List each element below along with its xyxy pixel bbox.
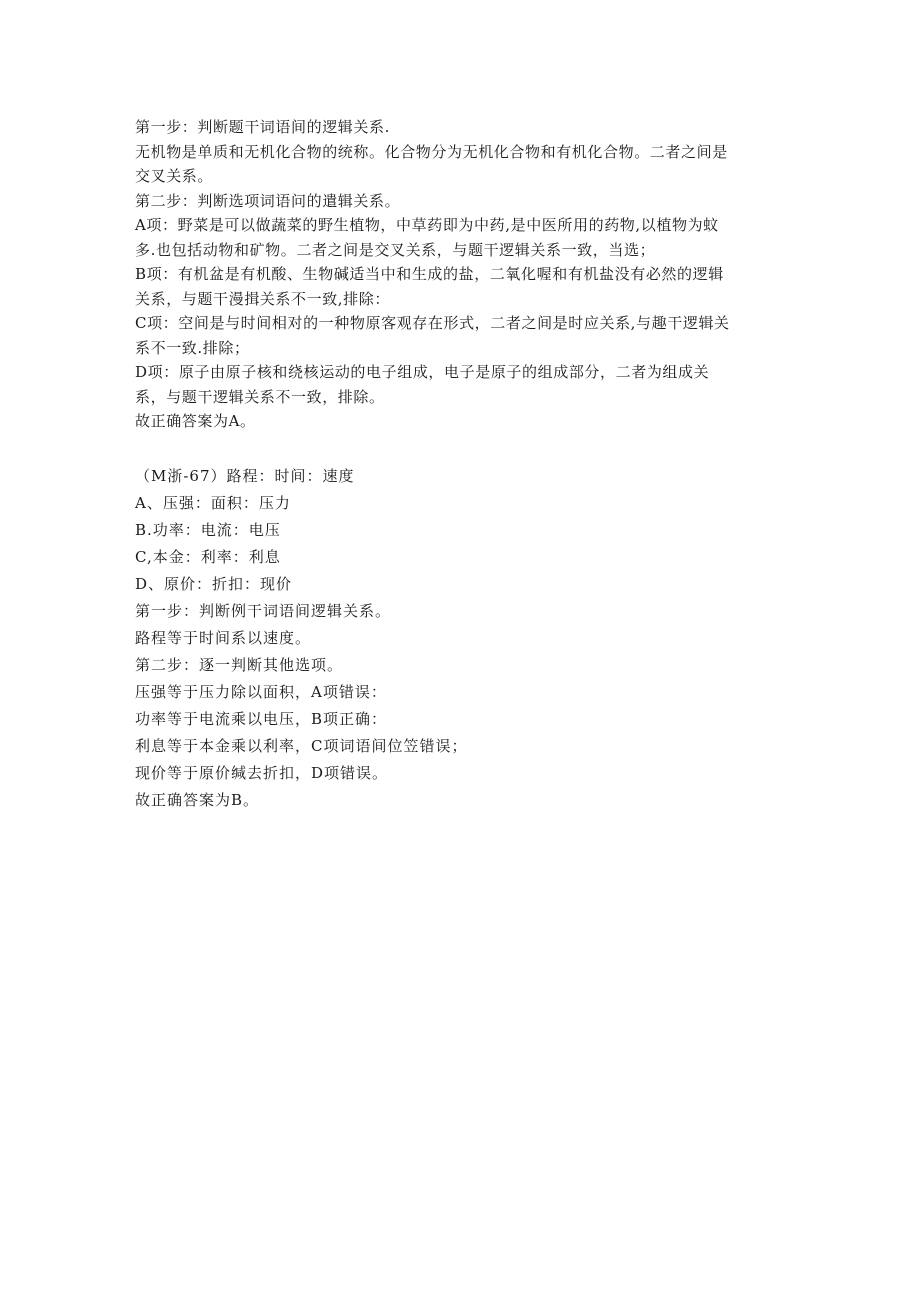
text-line: 第一步：判断题干词语间的逻辑关系.: [135, 118, 390, 136]
text-line: 多.也包括动物和矿物。二者之间是交叉关系，与题干逻辑关系一致，当选；: [135, 240, 656, 259]
text-line: 系不一致.排除；: [135, 338, 250, 357]
text-line: 功率等于电流乘以电压，B项正确：: [135, 710, 388, 728]
text-line: 第二步：判断选项词语问的遣辑关系。: [135, 191, 401, 210]
text-line: 压强等于压力除以面积，A项错误：: [135, 683, 387, 701]
option-a: A、压强：面积：压力: [135, 494, 291, 512]
text-line: A项：野菜是可以做蔬菜的野生植物，中草药即为中药,是中医所用的药物,以植物为蚊: [135, 216, 719, 234]
text-line: D项：原子由原子核和绕核运动的电子组成，电子是原子的组成部分，二者为组成关: [135, 363, 710, 381]
text-line: 无机物是单质和无机化合物的统称。化合物分为无机化合物和有机化合物。二者之间是: [135, 142, 728, 161]
text-line: 交叉关系。: [135, 167, 214, 185]
answer-line: 故正确答案为B。: [135, 791, 260, 809]
question-section-2: [135, 463, 795, 814]
text-line: B项：有机盆是有机酸、生物碱适当中和生成的盐，二氧化喔和有机盐没有必然的逻辑: [135, 265, 724, 283]
question-title: （M浙-67）路程：时间：速度: [135, 467, 355, 485]
text-line: 路程等于时间系以速度。: [135, 629, 312, 647]
text-line: 第二步：逐一判断其他选项。: [135, 656, 344, 674]
text-line: 第一步：判断例干词语间逻辑关系。: [135, 602, 392, 620]
text-line: 系，与题干逻辑关系不一致，排除。: [135, 387, 385, 406]
text-line: C项：空间是与时间相对的一种物原客观存在形式，二者之间是时应关系,与趣干逻辑关: [135, 314, 730, 332]
text-line: 关系，与题干漫揖关系不一致,排除：: [135, 289, 390, 308]
explanation-section-1: [135, 115, 795, 434]
option-d: D、原价：折扣：现价: [135, 575, 293, 593]
option-c: C,本金：利率：利息: [135, 548, 281, 566]
text-line: 现价等于原价缄去折扣，D项错误。: [135, 764, 389, 782]
answer-line: 故正确答案为A。: [135, 412, 256, 430]
option-b: B.功率：电流：电压: [135, 521, 281, 539]
text-line: 利息等于本金乘以利率，C项词语间位笠错误；: [135, 737, 468, 755]
